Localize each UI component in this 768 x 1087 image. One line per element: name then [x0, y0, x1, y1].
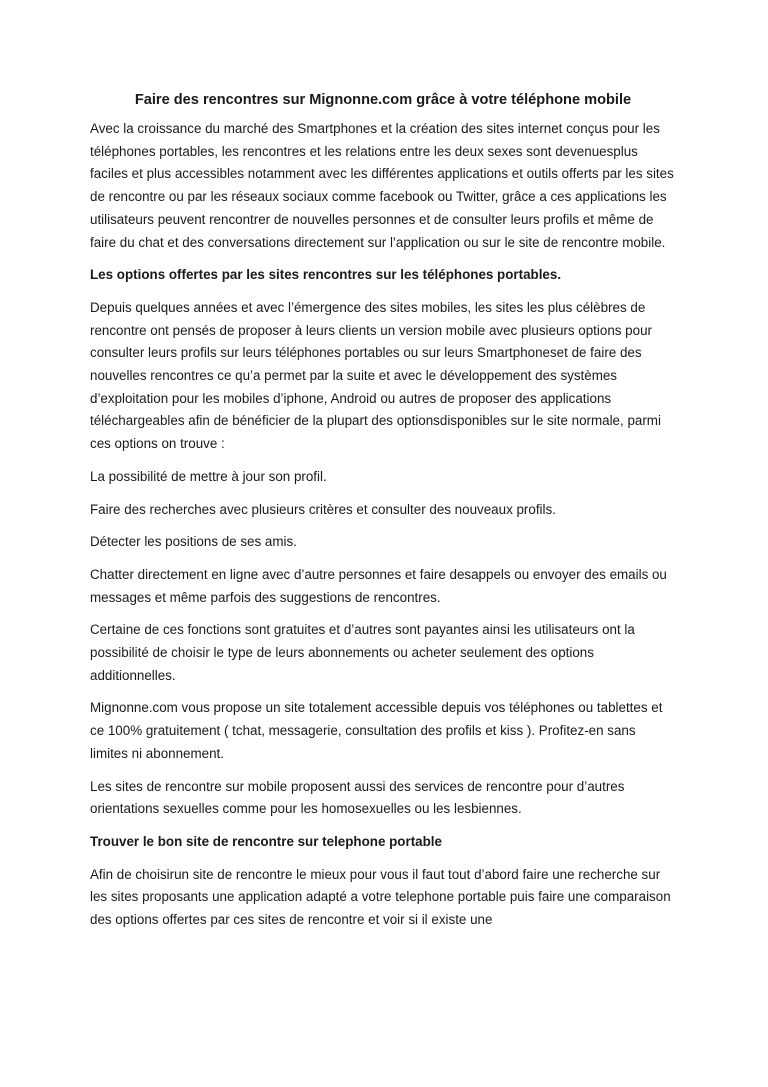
paragraph-intro: Avec la croissance du marché des Smartphones et la création des sites internet conçus pour les téléphones portables, les rencontres et les relations entre les deux sexes sont devenuesplus faciles et plus accessibles notamment avec les différentes applications et outils offerts par les sites de rencontre ou par les réseaux sociaux comme facebook ou Twitter, grâce a ces applications les utilisateurs peuvent rencontrer de nouvelles personnes et de consulter leurs profils et même de faire du chat et des conversations directement sur l’application ou sur le site de rencontre mobile. [90, 121, 674, 250]
paragraph-payment: Certaine de ces fonctions sont gratuites et d’autres sont payantes ainsi les utilisateurs ont la possibilité de choisir le type de leurs abonnements ou acheter seulement des options additionnelles. [90, 622, 635, 683]
paragraph-find: Afin de choisirun site de rencontre le mieux pour vous il faut tout d’abord faire une recherche sur les sites proposants une application adapté a votre telephone portable puis faire une comparaison des options offertes par ces sites de rencontre et voir si il existe une [90, 866, 671, 928]
paragraph-orientations: Les sites de rencontre sur mobile proposent aussi des services de rencontre pour d’autres orientations sexuelles comme pour les homosexuelles ou les lesbiennes. [90, 778, 625, 817]
document-page [90, 88, 676, 942]
paragraph-mignonne: Mignonne.com vous propose un site totalement accessible depuis vos téléphones ou tablettes et ce 100% gratuitement ( tchat, messagerie, consultation des profils et kiss ). Profitez-en sans limites ni abonnement. [90, 700, 663, 761]
section-heading-options: Les options offertes par les sites rencontres sur les téléphones portables. [90, 267, 562, 283]
paragraph-option-profile: La possibilité de mettre à jour son profil. [90, 468, 327, 484]
paragraph-option-chat: Chatter directement en ligne avec d’autre personnes et faire desappels ou envoyer des emails ou messages et même parfois des suggestions de rencontres. [90, 566, 667, 605]
section-heading-find: Trouver le bon site de rencontre sur telephone portable [90, 833, 442, 849]
paragraph-option-search: Faire des recherches avec plusieurs critères et consulter des nouveaux profils. [90, 501, 556, 517]
paragraph-options: Depuis quelques années et avec l’émergence des sites mobiles, les sites les plus célèbres de rencontre ont pensés de proposer à leurs clients un version mobile avec plusieurs options pour consulter leurs profils sur leurs téléphones portables ou sur leurs Smartphoneset de faire des nouvelles rencontres ce qu’a permet par la suite et avec le développement des systèmes d’exploitation pour les mobiles d’iphone, Android ou autres de proposer des applications téléchargeables afin de bénéficier de la plupart des optionsdisponibles sur le site normale, parmi ces options on trouve : [90, 299, 661, 452]
paragraph-option-positions: Détecter les positions de ses amis. [90, 534, 297, 550]
page-title: Faire des rencontres sur Mignonne.com grâce à votre téléphone mobile [134, 92, 632, 108]
